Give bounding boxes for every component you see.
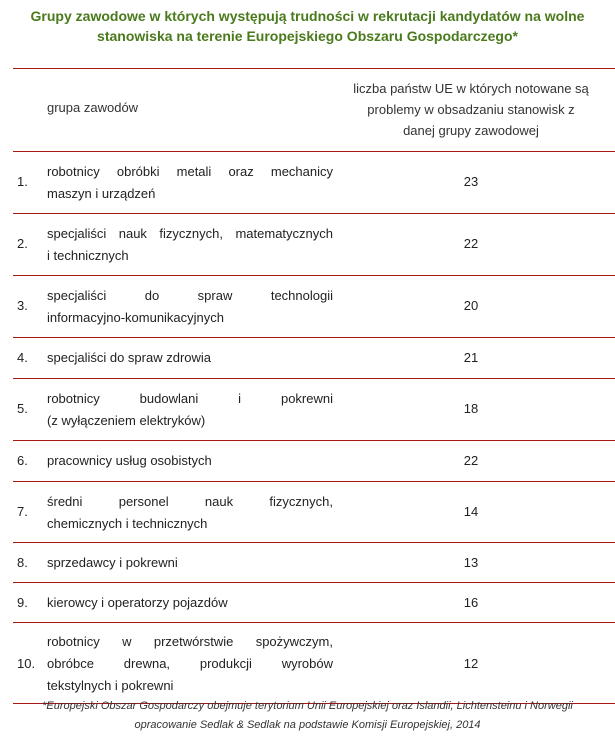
title-line-1: Grupy zawodowe w których występują trudności w rekrutacji kandydatów na wolne [30, 8, 585, 24]
table-row [13, 214, 615, 276]
row-number: 1. [17, 174, 28, 189]
row-occupation: specjaliści nauk fizycznych, matematycznych i technicznych [47, 226, 333, 263]
row-value: 23 [463, 174, 479, 189]
row-number: 8. [17, 555, 28, 570]
row-occupation: kierowcy i operatorzy pojazdów [47, 595, 228, 610]
title-line-2: stanowiska na terenie Europejskiego Obszaru Gospodarczego* [97, 28, 518, 44]
row-value: 12 [463, 656, 479, 671]
table-row [13, 276, 615, 338]
row-occupation: sprzedawcy i pokrewni [47, 555, 178, 570]
row-value: 20 [463, 298, 479, 313]
row-number: 3. [17, 298, 28, 313]
row-value: 14 [463, 504, 479, 519]
page-title [0, 6, 615, 46]
row-number: 5. [17, 401, 28, 416]
table-row [13, 338, 615, 379]
row-number: 10. [17, 656, 36, 671]
row-value: 13 [463, 555, 479, 570]
table-row [13, 583, 615, 623]
footnote [0, 697, 615, 735]
row-occupation: średni personel nauk fizycznych, chemicznych i technicznych [47, 494, 333, 531]
row-value: 18 [463, 401, 479, 416]
row-occupation: robotnicy w przetwórstwie spożywczym, obróbce drewna, produkcji wyrobów tekstylnych i pokrewni [47, 634, 333, 693]
row-value: 16 [463, 595, 479, 610]
row-occupation: robotnicy obróbki metali oraz mechanicy maszyn i urządzeń [47, 164, 333, 201]
footnote-line-2: opracowanie Sedlak & Sedlak na podstawie Komisji Europejskiej, 2014 [134, 719, 481, 731]
table-row [13, 441, 615, 482]
row-number: 6. [17, 453, 28, 468]
row-occupation: specjaliści do spraw zdrowia [47, 350, 212, 365]
table-row [13, 623, 615, 704]
row-value: 22 [463, 453, 479, 468]
footnote-line-1: *Europejski Obszar Gospodarczy obejmuje terytorium Unii Europejskiej oraz Islandii, Lichtensteinu i Norwegii [42, 700, 573, 712]
table-row [13, 543, 615, 583]
row-number: 7. [17, 504, 28, 519]
table-row [13, 379, 615, 441]
header-count-label: liczba państw UE w których notowane są problemy w obsadzaniu stanowisk z danej grupy zawodowej [353, 81, 589, 138]
row-occupation: robotnicy budowlani i pokrewni (z wyłączeniem elektryków) [47, 391, 333, 428]
row-number: 2. [17, 236, 28, 251]
row-value: 22 [463, 236, 479, 251]
row-number: 9. [17, 595, 28, 610]
table-row [13, 152, 615, 214]
table-header [13, 69, 615, 152]
row-occupation: pracownicy usług osobistych [47, 453, 212, 468]
row-value: 21 [463, 350, 479, 365]
occupations-table [13, 68, 615, 704]
row-occupation: specjaliści do spraw technologii informacyjno-komunikacyjnych [47, 288, 333, 325]
row-number: 4. [17, 350, 28, 365]
table-row [13, 482, 615, 543]
header-group-label: grupa zawodów [47, 100, 139, 115]
